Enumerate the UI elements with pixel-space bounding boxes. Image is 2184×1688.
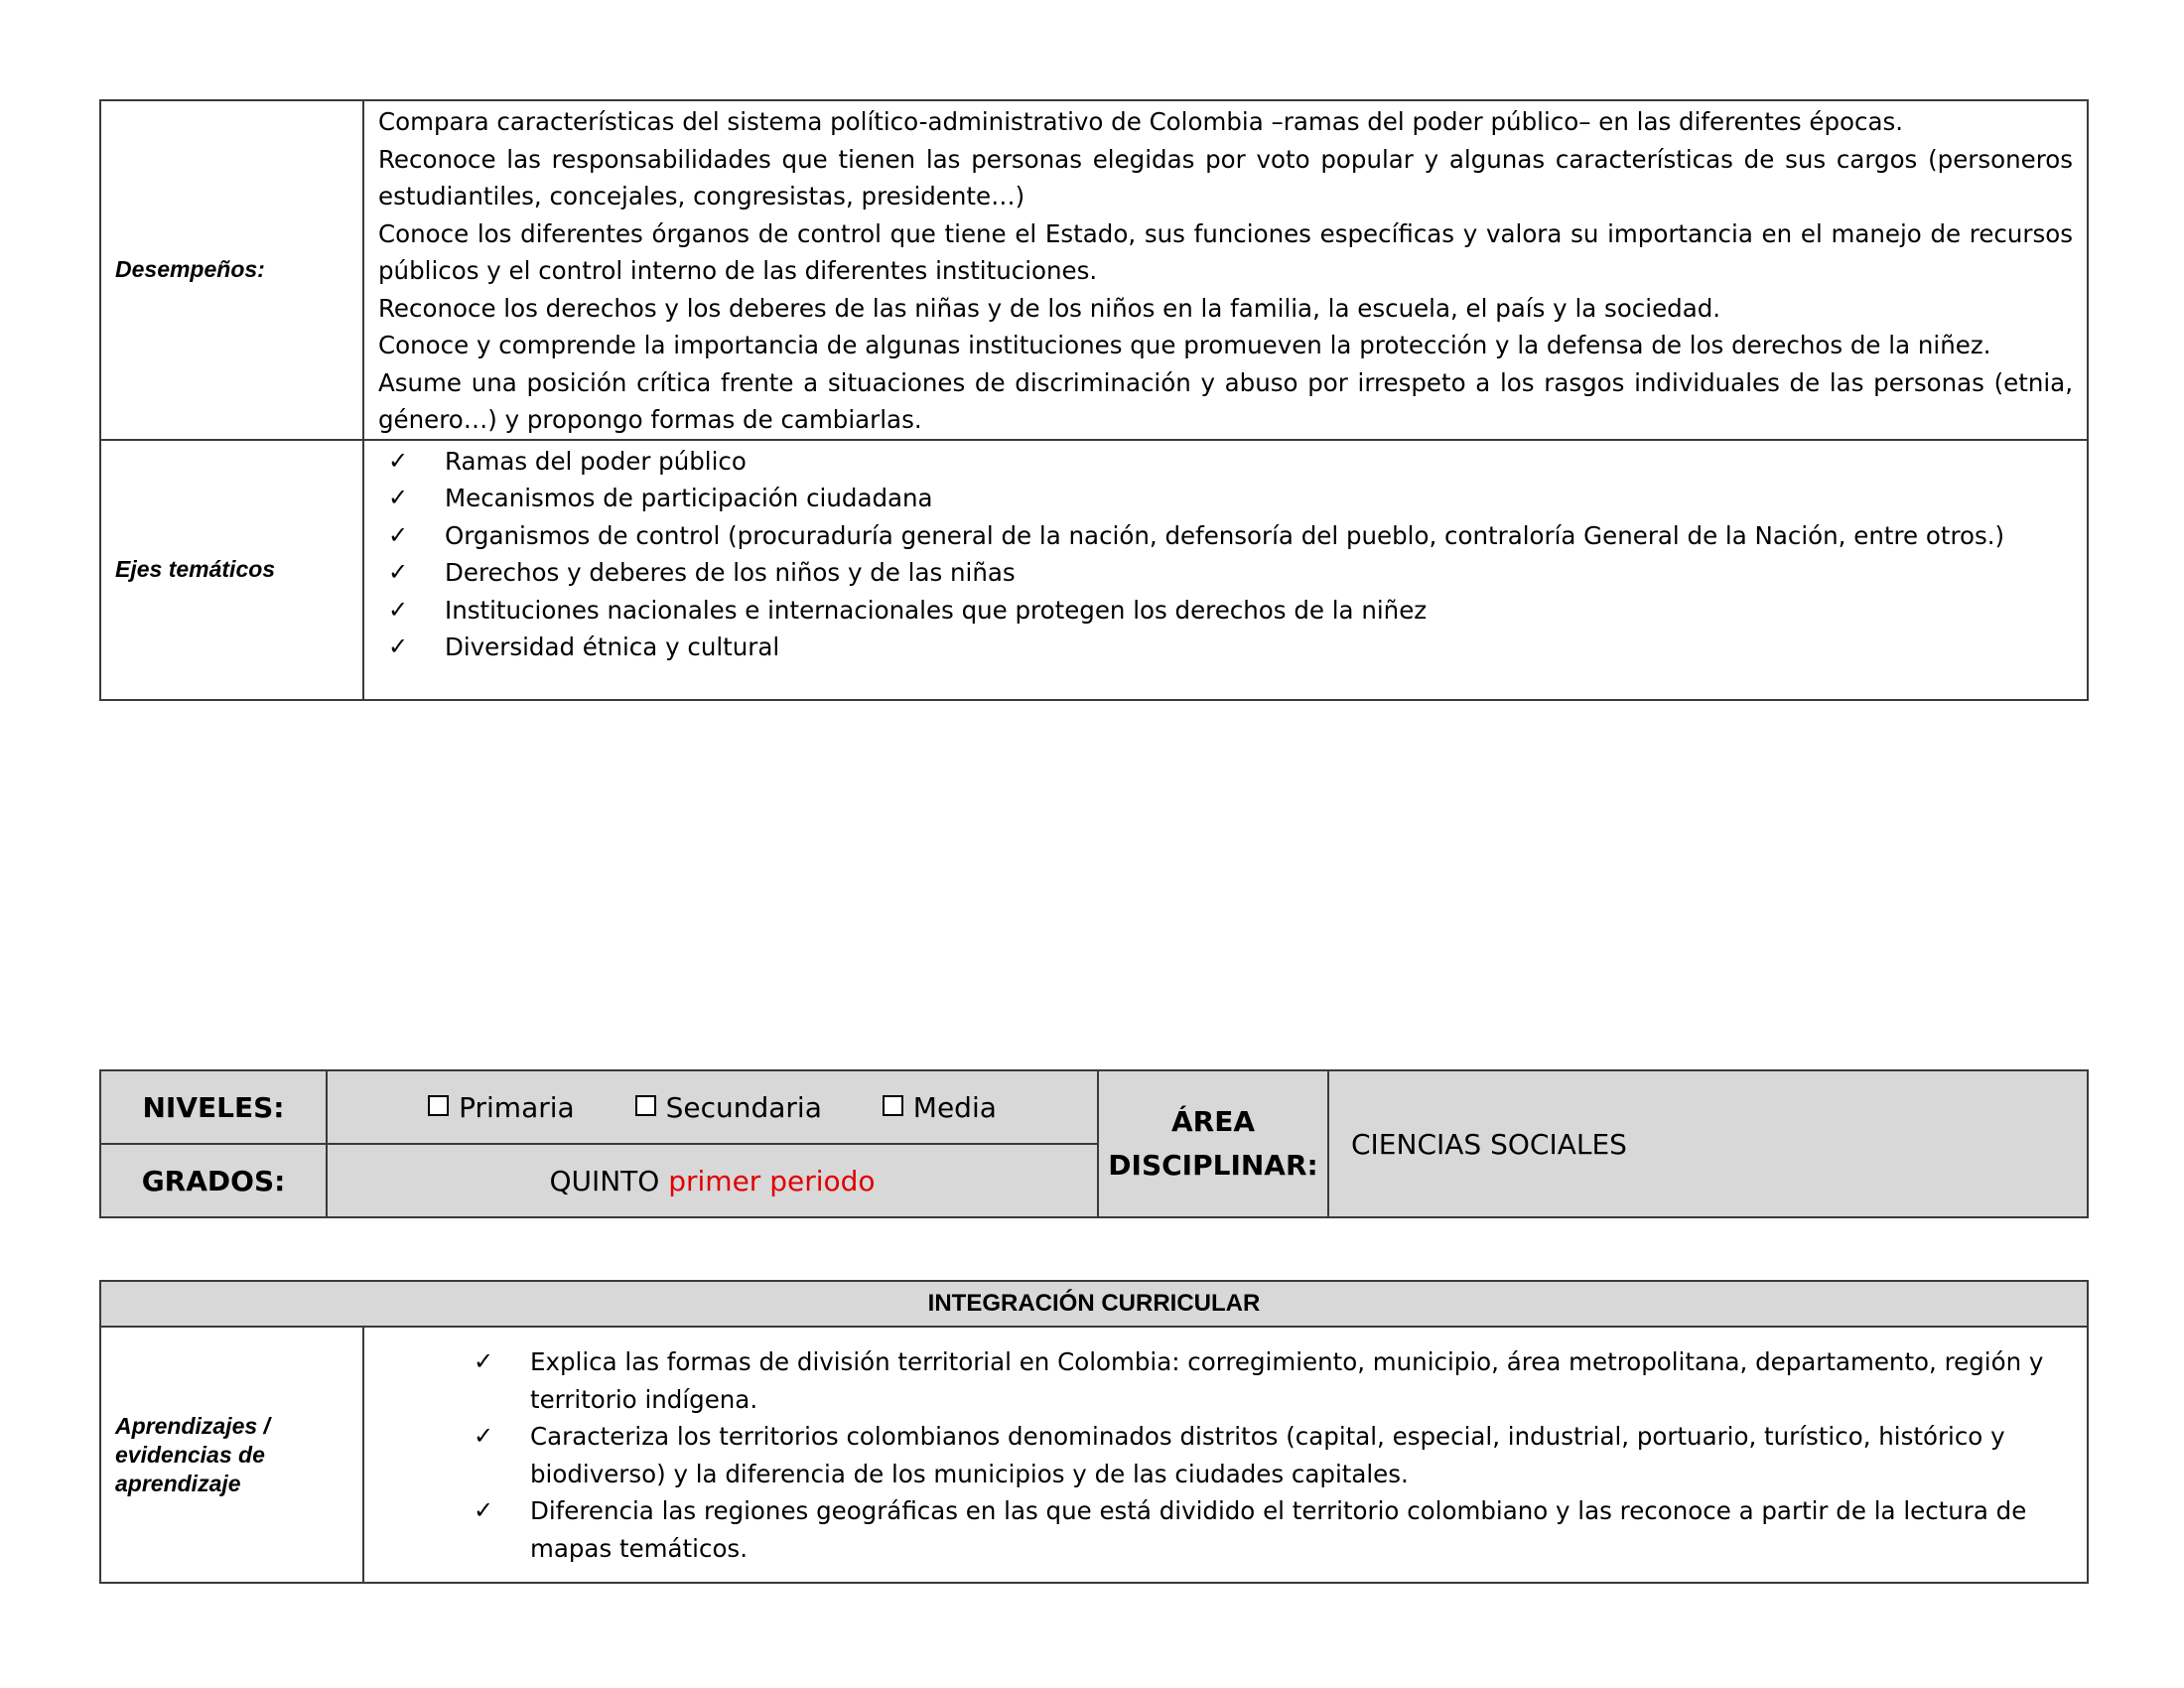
aprendizajes-content — [363, 1327, 2088, 1583]
desempenos-label: Desempeños: — [100, 100, 363, 440]
check-icon: ✓ — [474, 1496, 494, 1524]
desempeno-item: Asume una posición crítica frente a situaciones de discriminación y abuso por irrespeto a los rasgos individuales de las personas (etnia, género…) y propongo formas de cambiarlas. — [378, 367, 2073, 434]
area-label-line: ÁREA — [1170, 1105, 1256, 1138]
desempeno-item: Conoce y comprende la importancia de algunas instituciones que promueven la protección y la defensa de los derechos de la niñez. — [378, 331, 1991, 359]
list-item — [388, 629, 2073, 666]
aprendizaje-text: Diferencia las regiones geográficas en las que está dividido el territorio colombiano y las reconoce a partir de la lectura de mapas temáticos. — [530, 1496, 2027, 1563]
list-item — [388, 592, 2073, 630]
encabezado-table — [99, 1069, 2089, 1218]
list-item — [388, 517, 2073, 555]
checkbox-icon[interactable] — [428, 1095, 449, 1116]
ejes-list — [374, 443, 2073, 666]
grados-value — [327, 1144, 1098, 1217]
desempeno-item: Compara características del sistema político-administrativo de Colombia –ramas del poder público– en las diferentes épocas. — [378, 107, 1904, 136]
area-value: CIENCIAS SOCIALES — [1328, 1070, 2088, 1217]
list-item — [474, 1418, 2063, 1492]
check-icon: ✓ — [474, 1347, 494, 1375]
check-icon: ✓ — [388, 558, 409, 586]
desempeno-item: Conoce los diferentes órganos de control que tiene el Estado, sus funciones específicas y valora su importancia en el manejo de recursos públicos y el control interno de las diferentes instituciones. — [378, 218, 2073, 285]
niveles-label: NIVELES: — [100, 1070, 327, 1144]
aprendizajes-list — [474, 1343, 2063, 1567]
desempenos-row — [100, 100, 2088, 440]
eje-text: Organismos de control (procuraduría general de la nación, defensoría del pueblo, contraloría General de la Nación, entre otros.) — [445, 520, 2005, 550]
check-icon: ✓ — [388, 595, 409, 624]
nivel-label: Secundaria — [665, 1090, 822, 1124]
integracion-table — [99, 1280, 2089, 1584]
area-label — [1098, 1070, 1328, 1217]
desempeno-item: Reconoce las responsabilidades que tienen las personas elegidas por voto popular y algunas características de sus cargos (personeros estudiantiles, concejales, congresistas, presidente…) — [378, 144, 2073, 211]
aprendizaje-text: Explica las formas de división territorial en Colombia: corregimiento, municipio, área metropolitana, departamento, región y territorio indígena. — [530, 1347, 2044, 1414]
check-icon: ✓ — [388, 484, 409, 511]
label-line: evidencias de — [115, 1441, 265, 1468]
periodo-text: primer periodo — [668, 1164, 876, 1197]
niveles-row — [100, 1070, 2088, 1144]
aprendizaje-text: Caracteriza los territorios colombianos denominados distritos (capital, especial, industrial, portuario, turístico, histórico y biodiverso) y la diferencia de los municipios y de las ciudades capitales. — [530, 1422, 2005, 1488]
check-icon: ✓ — [388, 446, 409, 475]
list-item — [388, 443, 2073, 481]
desempeno-item: Reconoce los derechos y los deberes de las niñas y de los niños en la familia, la escuela, el país y la sociedad. — [378, 293, 1721, 323]
ejes-label: Ejes temáticos — [100, 440, 363, 700]
list-item — [474, 1492, 2063, 1567]
eje-text: Diversidad étnica y cultural — [445, 633, 780, 661]
competencias-table — [99, 99, 2089, 701]
nivel-option-media[interactable] — [883, 1091, 997, 1124]
niveles-options — [327, 1070, 1098, 1144]
ejes-content — [363, 440, 2088, 700]
eje-text: Derechos y deberes de los niños y de las niñas — [445, 558, 1016, 587]
aprendizajes-label — [100, 1327, 363, 1583]
aprendizajes-row — [100, 1327, 2088, 1583]
desempenos-content — [363, 100, 2088, 440]
eje-text: Instituciones nacionales e internacionales que protegen los derechos de la niñez — [445, 595, 1428, 625]
nivel-label: Media — [912, 1090, 997, 1124]
eje-text: Mecanismos de participación ciudadana — [445, 484, 933, 512]
area-label-line: DISCIPLINAR: — [1108, 1149, 1318, 1182]
list-item — [388, 480, 2073, 517]
checkbox-icon[interactable] — [635, 1095, 656, 1116]
nivel-label: Primaria — [459, 1090, 575, 1124]
nivel-option-secundaria[interactable] — [635, 1091, 822, 1124]
list-item — [388, 554, 2073, 592]
integracion-header-row — [100, 1281, 2088, 1327]
eje-text: Ramas del poder público — [445, 446, 747, 476]
integracion-title: INTEGRACIÓN CURRICULAR — [100, 1281, 2088, 1327]
list-item — [474, 1343, 2063, 1418]
check-icon: ✓ — [388, 520, 409, 549]
nivel-option-primaria[interactable] — [428, 1091, 575, 1124]
check-icon: ✓ — [388, 633, 409, 660]
checkbox-icon[interactable] — [883, 1095, 903, 1116]
ejes-row — [100, 440, 2088, 700]
grados-label: GRADOS: — [100, 1144, 327, 1217]
grado-text: QUINTO — [549, 1164, 660, 1197]
check-icon: ✓ — [474, 1422, 494, 1450]
label-line: Aprendizajes / — [115, 1412, 270, 1439]
label-line: aprendizaje — [115, 1470, 241, 1496]
